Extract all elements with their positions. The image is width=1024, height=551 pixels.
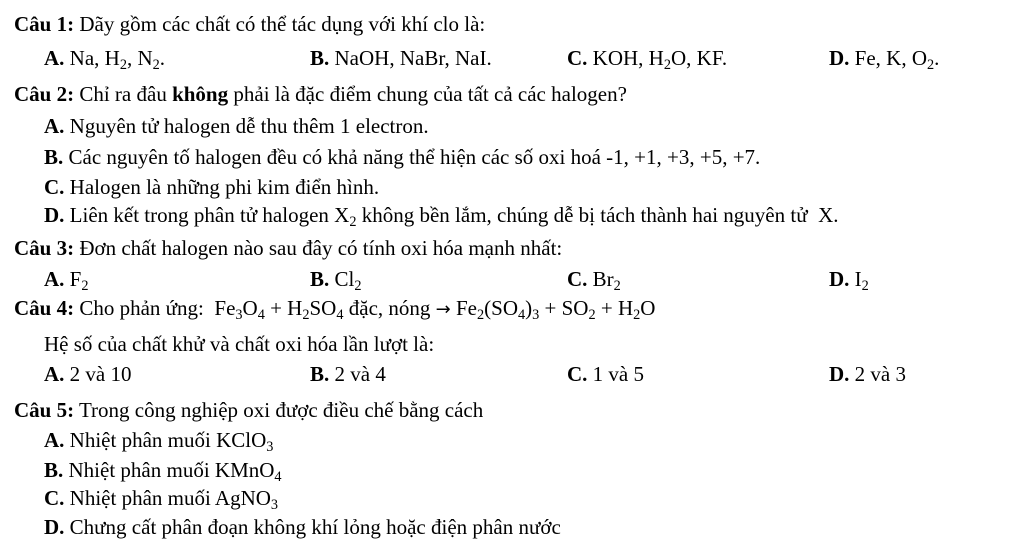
option-a: A. 2 và 10 <box>44 362 132 386</box>
option-b: B. Nhiệt phân muối KMnO$_4$ <box>44 458 282 485</box>
question-text: Chỉ ra đâu không phải là đặc điểm chung của tất cả các halogen? <box>79 82 627 106</box>
option-a: A. Na, $H_2$, $N_2$. <box>44 46 166 73</box>
option-c: C. KOH, $H_2O$, KF. <box>567 46 728 73</box>
question-text: Trong công nghiệp oxi được điều chế bằng cách <box>78 398 484 422</box>
option-d: D. $I_2$ <box>829 267 869 294</box>
reaction-equation: $Fe_3O_4 + H_2SO_4$ đặc, nóng → $Fe_2(SO_4)_3 + SO_2 + H_2O$ <box>214 296 656 323</box>
option-c: C. Halogen là những phi kim điển hình. <box>44 175 380 199</box>
option-c: C. Nhiệt phân muối AgNO$_3$ <box>44 486 279 513</box>
question-text: Dãy gồm các chất có thể tác dụng với khí clo là: <box>79 12 486 36</box>
option-d: D. 2 và 3 <box>829 362 906 386</box>
option-b: B. NaOH, NaBr, NaI. <box>310 46 492 70</box>
option-c: C. $Br_2$ <box>567 267 621 294</box>
question-2 <box>14 84 627 105</box>
question-1 <box>14 14 485 35</box>
question-label: Câu 1: <box>14 12 75 36</box>
question-label: Câu 5: <box>14 398 75 422</box>
option-d: D. Liên kết trong phân tử halogen $X_2$ không bền lắm, chúng dễ bị tách thành hai nguyên tử X. <box>44 203 839 230</box>
question-4 <box>14 296 656 323</box>
question-label: Câu 4: <box>14 296 75 320</box>
question-text: Đơn chất halogen nào sau đây có tính oxi hóa mạnh nhất: <box>79 236 563 260</box>
option-a: A. Nhiệt phân muối KClO$_3$ <box>44 428 274 455</box>
question-label: Câu 3: <box>14 236 75 260</box>
question-4-subtext: Hệ số của chất khử và chất oxi hóa lần lượt là: <box>44 332 435 356</box>
question-label: Câu 2: <box>14 82 75 106</box>
option-b: B. Các nguyên tố halogen đều có khả năng thể hiện các số oxi hoá -1, +1, +3, +5, +7. <box>44 145 761 169</box>
option-c: C. 1 và 5 <box>567 362 644 386</box>
question-3 <box>14 238 562 259</box>
question-text: Cho phản ứng: <box>79 296 215 320</box>
option-d: D. Fe, K, $O_2$. <box>829 46 940 73</box>
option-a: A. Nguyên tử halogen dễ thu thêm 1 electron. <box>44 114 429 138</box>
question-5 <box>14 400 483 421</box>
option-d: D. Chưng cất phân đoạn không khí lỏng hoặc điện phân nước <box>44 515 561 539</box>
option-b: B. 2 và 4 <box>310 362 386 386</box>
option-b: B. $Cl_2$ <box>310 267 362 294</box>
option-a: A. $F_2$ <box>44 267 89 294</box>
